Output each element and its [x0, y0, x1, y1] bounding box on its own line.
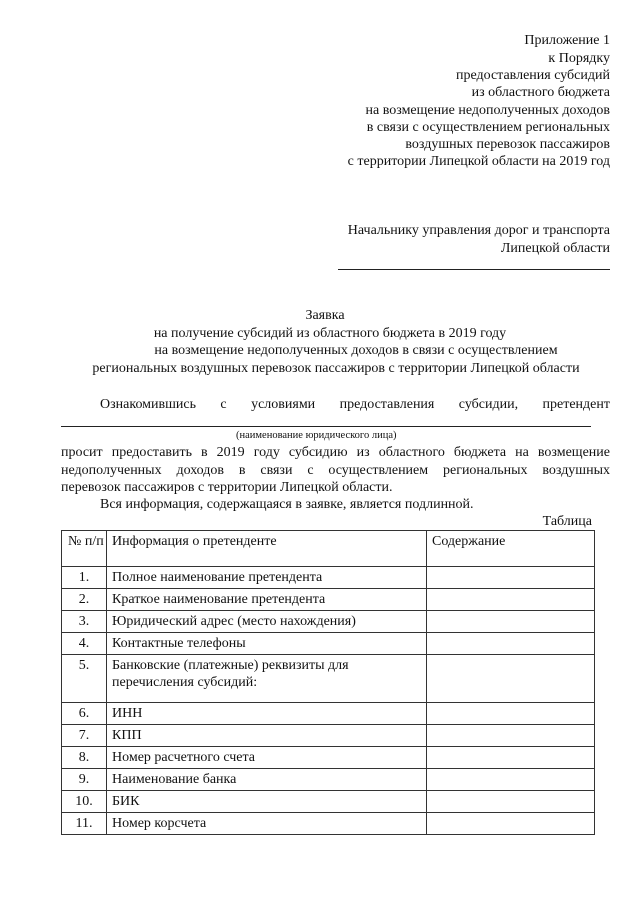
addressee-line: Липецкой области — [500, 241, 610, 256]
row-info: БИК — [107, 791, 427, 813]
row-number: 11. — [62, 813, 107, 835]
header-info: Информация о претенденте — [107, 531, 427, 567]
row-number: 10. — [62, 791, 107, 813]
applicant-name-line — [61, 426, 591, 427]
row-number: 8. — [62, 747, 107, 769]
row-info: Банковские (платежные) реквизиты для перечисления субсидий: — [107, 655, 427, 703]
appendix-line: с территории Липецкой области на 2019 год — [347, 154, 610, 169]
row-content[interactable] — [427, 791, 595, 813]
row-info: Юридический адрес (место нахождения) — [107, 611, 427, 633]
appendix-line: на возмещение недополученных доходов — [365, 103, 610, 118]
row-info: Наименование банка — [107, 769, 427, 791]
title-line: Заявка — [305, 308, 345, 323]
title-line: на возмещение недополученных доходов в связи с осуществлением — [154, 343, 558, 358]
table-row — [62, 589, 595, 611]
row-info: Полное наименование претендента — [107, 567, 427, 589]
row-info: Номер корсчета — [107, 813, 427, 835]
row-content[interactable] — [427, 747, 595, 769]
table-row — [62, 769, 595, 791]
header-content: Содержание — [427, 531, 595, 567]
title-line: региональных воздушных перевозок пассажиров с территории Липецкой области — [92, 361, 580, 376]
row-number: 3. — [62, 611, 107, 633]
header-number: № п/п — [62, 531, 107, 567]
table-row — [62, 611, 595, 633]
applicant-name-caption: (наименование юридического лица) — [236, 430, 397, 441]
row-content[interactable] — [427, 725, 595, 747]
table-row — [62, 813, 595, 835]
row-number: 5. — [62, 655, 107, 703]
addressee-line: Начальнику управления дорог и транспорта — [347, 223, 610, 238]
row-info: Контактные телефоны — [107, 633, 427, 655]
row-content[interactable] — [427, 655, 595, 703]
intro-line: Ознакомившись с условиями предоставления субсидии, претендент — [100, 397, 610, 412]
addressee-signature-line — [338, 269, 610, 270]
table-row — [62, 633, 595, 655]
table-label: Таблица — [542, 514, 592, 529]
row-content[interactable] — [427, 813, 595, 835]
row-number: 9. — [62, 769, 107, 791]
table-row — [62, 725, 595, 747]
row-number: 7. — [62, 725, 107, 747]
table-row — [62, 747, 595, 769]
appendix-line: предоставления субсидий — [455, 68, 610, 83]
body-line: недополученных доходов в связи с осуществлением региональных воздушных — [61, 463, 610, 478]
row-content[interactable] — [427, 611, 595, 633]
row-info: ИНН — [107, 703, 427, 725]
table-row — [62, 567, 595, 589]
row-content[interactable] — [427, 769, 595, 791]
appendix-line: из областного бюджета — [471, 85, 610, 100]
appendix-line: Приложение 1 — [524, 33, 610, 48]
title-line: на получение субсидий из областного бюджета в 2019 году — [153, 326, 507, 341]
row-number: 6. — [62, 703, 107, 725]
row-number: 4. — [62, 633, 107, 655]
row-content[interactable] — [427, 589, 595, 611]
table-row — [62, 791, 595, 813]
row-content[interactable] — [427, 633, 595, 655]
appendix-line: к Порядку — [548, 51, 610, 66]
row-content[interactable] — [427, 567, 595, 589]
appendix-line: воздушных перевозок пассажиров — [405, 137, 610, 152]
applicant-info-table — [61, 530, 595, 835]
body-line: перевозок пассажиров с территории Липецкой области. — [61, 480, 393, 495]
appendix-line: в связи с осуществлением региональных — [366, 120, 610, 135]
table-row — [62, 703, 595, 725]
row-info: Краткое наименование претендента — [107, 589, 427, 611]
truth-statement: Вся информация, содержащаяся в заявке, является подлинной. — [100, 497, 474, 512]
row-number: 2. — [62, 589, 107, 611]
row-content[interactable] — [427, 703, 595, 725]
row-info: КПП — [107, 725, 427, 747]
table-header-row — [62, 531, 595, 567]
row-number: 1. — [62, 567, 107, 589]
table-row — [62, 655, 595, 703]
body-line: просит предоставить в 2019 году субсидию из областного бюджета на возмещение — [61, 445, 610, 460]
row-info: Номер расчетного счета — [107, 747, 427, 769]
